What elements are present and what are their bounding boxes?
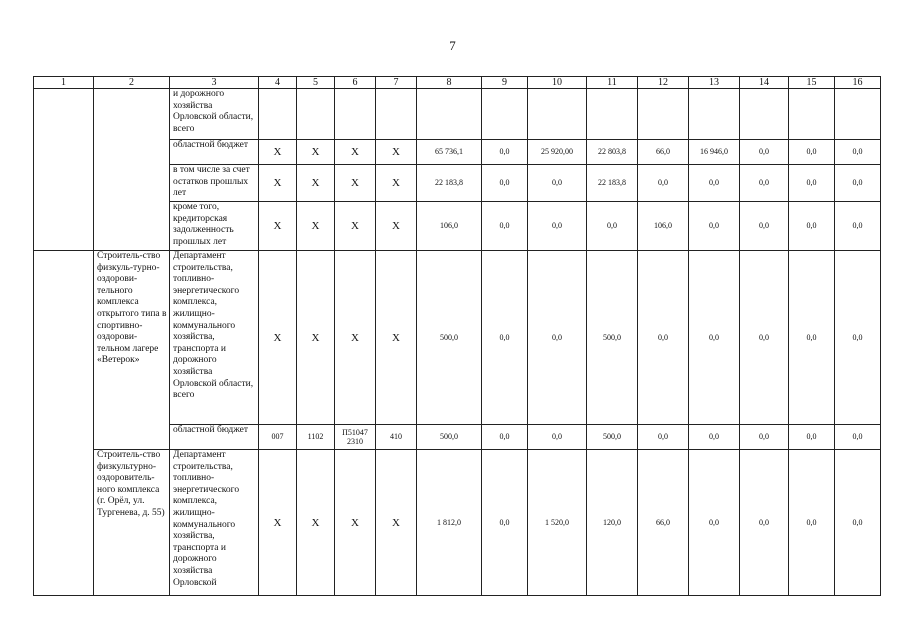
value-cell: 0,0 xyxy=(482,165,528,202)
value-cell: 0,0 xyxy=(587,202,638,251)
value-cell xyxy=(740,89,789,140)
value-cell: 0,0 xyxy=(528,251,587,425)
value-cell: 0,0 xyxy=(740,450,789,596)
value-cell: 0,0 xyxy=(835,251,881,425)
value-cell: 0,0 xyxy=(528,425,587,450)
value-cell: 0,0 xyxy=(835,165,881,202)
value-cell xyxy=(417,89,482,140)
source-cell: кроме того, кредиторская задолженность прошлых лет xyxy=(170,202,259,251)
value-cell: 500,0 xyxy=(417,251,482,425)
value-cell: 66,0 xyxy=(638,140,689,165)
value-cell: 0,0 xyxy=(689,165,740,202)
header-cell: 3 xyxy=(170,77,259,89)
value-cell xyxy=(376,89,417,140)
value-cell: 0,0 xyxy=(528,165,587,202)
value-cell: П51047 2310 xyxy=(335,425,376,450)
value-cell: 0,0 xyxy=(689,450,740,596)
value-cell: 1 520,0 xyxy=(528,450,587,596)
value-cell: 0,0 xyxy=(638,425,689,450)
column-number-row xyxy=(34,77,881,89)
value-cell xyxy=(587,89,638,140)
value-cell: X xyxy=(259,165,297,202)
value-cell xyxy=(528,89,587,140)
header-cell: 16 xyxy=(835,77,881,89)
source-cell: в том числе за счет остатков прошлых лет xyxy=(170,165,259,202)
header-cell: 14 xyxy=(740,77,789,89)
value-cell: X xyxy=(335,450,376,596)
value-cell: 0,0 xyxy=(528,202,587,251)
value-cell: X xyxy=(376,450,417,596)
value-cell: 0,0 xyxy=(482,425,528,450)
object-name-cell: Строитель-ство физкультурно-оздоровитель-ного комплекса (г. Орёл, ул. Тургенева, д. 55) xyxy=(94,450,170,596)
value-cell: 1102 xyxy=(297,425,335,450)
value-cell: 0,0 xyxy=(740,140,789,165)
value-cell: 65 736,1 xyxy=(417,140,482,165)
value-cell: X xyxy=(297,165,335,202)
value-cell: 0,0 xyxy=(789,140,835,165)
value-cell: 500,0 xyxy=(587,251,638,425)
value-cell: 0,0 xyxy=(835,450,881,596)
value-cell: 0,0 xyxy=(789,165,835,202)
value-cell: 0,0 xyxy=(789,251,835,425)
value-cell: 0,0 xyxy=(689,425,740,450)
value-cell: X xyxy=(297,140,335,165)
value-cell: 66,0 xyxy=(638,450,689,596)
value-cell: 0,0 xyxy=(740,251,789,425)
source-cell: Департамент строительства, топливно-энергетического комплекса, жилищно-коммунального хозяйства, транспорта и дорожного хозяйства Орловской области, всего xyxy=(170,251,259,425)
header-cell: 15 xyxy=(789,77,835,89)
value-cell: X xyxy=(297,251,335,425)
value-cell: 0,0 xyxy=(638,251,689,425)
value-cell: X xyxy=(335,202,376,251)
value-cell: X xyxy=(259,202,297,251)
header-cell: 5 xyxy=(297,77,335,89)
value-cell: 25 920,00 xyxy=(528,140,587,165)
source-cell: областной бюджет xyxy=(170,425,259,450)
value-cell: 0,0 xyxy=(835,202,881,251)
value-cell xyxy=(789,89,835,140)
value-cell: 0,0 xyxy=(482,202,528,251)
header-cell: 1 xyxy=(34,77,94,89)
value-cell: 0,0 xyxy=(482,251,528,425)
value-cell xyxy=(482,89,528,140)
value-cell: 0,0 xyxy=(789,450,835,596)
value-cell: 500,0 xyxy=(417,425,482,450)
value-cell: 0,0 xyxy=(740,425,789,450)
value-cell: 0,0 xyxy=(740,202,789,251)
value-cell: X xyxy=(335,251,376,425)
value-cell: X xyxy=(297,202,335,251)
object-name-cell: Строитель-ство физкуль-турно-оздорови-тельного комплекса открытого типа в спортивно-оздорови-тельном лагере «Ветерок» xyxy=(94,251,170,450)
value-cell: 16 946,0 xyxy=(689,140,740,165)
col2-cell xyxy=(94,89,170,251)
page-number: 7 xyxy=(449,38,456,53)
table-row xyxy=(34,450,881,596)
value-cell: X xyxy=(259,140,297,165)
value-cell xyxy=(259,89,297,140)
table-row xyxy=(34,89,881,140)
header-cell: 11 xyxy=(587,77,638,89)
source-cell: Департамент строительства, топливно-энергетического комплекса, жилищно-коммунального хозяйства, транспорта и дорожного хозяйства Орловской xyxy=(170,450,259,596)
col1-cell xyxy=(34,89,94,251)
value-cell: 22 803,8 xyxy=(587,140,638,165)
value-cell: 0,0 xyxy=(482,140,528,165)
value-cell: 0,0 xyxy=(638,165,689,202)
value-cell: 22 183,8 xyxy=(417,165,482,202)
header-cell: 2 xyxy=(94,77,170,89)
value-cell: 0,0 xyxy=(689,202,740,251)
value-cell xyxy=(335,89,376,140)
value-cell: 0,0 xyxy=(740,165,789,202)
value-cell: 1 812,0 xyxy=(417,450,482,596)
header-cell: 7 xyxy=(376,77,417,89)
value-cell: X xyxy=(259,251,297,425)
header-cell: 9 xyxy=(482,77,528,89)
value-cell xyxy=(638,89,689,140)
value-cell: 500,0 xyxy=(587,425,638,450)
source-cell: и дорожного хозяйства Орловской области, всего xyxy=(170,89,259,140)
value-cell: 410 xyxy=(376,425,417,450)
col1-cell xyxy=(34,251,94,596)
value-cell: 120,0 xyxy=(587,450,638,596)
value-cell: 22 183,8 xyxy=(587,165,638,202)
header-cell: 10 xyxy=(528,77,587,89)
value-cell: X xyxy=(335,165,376,202)
table-row xyxy=(34,251,881,425)
value-cell xyxy=(297,89,335,140)
value-cell xyxy=(689,89,740,140)
header-cell: 8 xyxy=(417,77,482,89)
value-cell: 0,0 xyxy=(689,251,740,425)
header-cell: 12 xyxy=(638,77,689,89)
source-cell: областной бюджет xyxy=(170,140,259,165)
value-cell: X xyxy=(335,140,376,165)
value-cell: 0,0 xyxy=(789,202,835,251)
value-cell: 0,0 xyxy=(835,425,881,450)
value-cell: 106,0 xyxy=(638,202,689,251)
value-cell: 0,0 xyxy=(789,425,835,450)
value-cell: 007 xyxy=(259,425,297,450)
header-cell: 4 xyxy=(259,77,297,89)
value-cell: X xyxy=(376,165,417,202)
value-cell: X xyxy=(259,450,297,596)
value-cell: X xyxy=(297,450,335,596)
value-cell: X xyxy=(376,202,417,251)
value-cell: 0,0 xyxy=(482,450,528,596)
value-cell xyxy=(835,89,881,140)
budget-table xyxy=(33,76,881,596)
value-cell: 0,0 xyxy=(835,140,881,165)
header-cell: 6 xyxy=(335,77,376,89)
value-cell: 106,0 xyxy=(417,202,482,251)
header-cell: 13 xyxy=(689,77,740,89)
value-cell: X xyxy=(376,251,417,425)
value-cell: X xyxy=(376,140,417,165)
